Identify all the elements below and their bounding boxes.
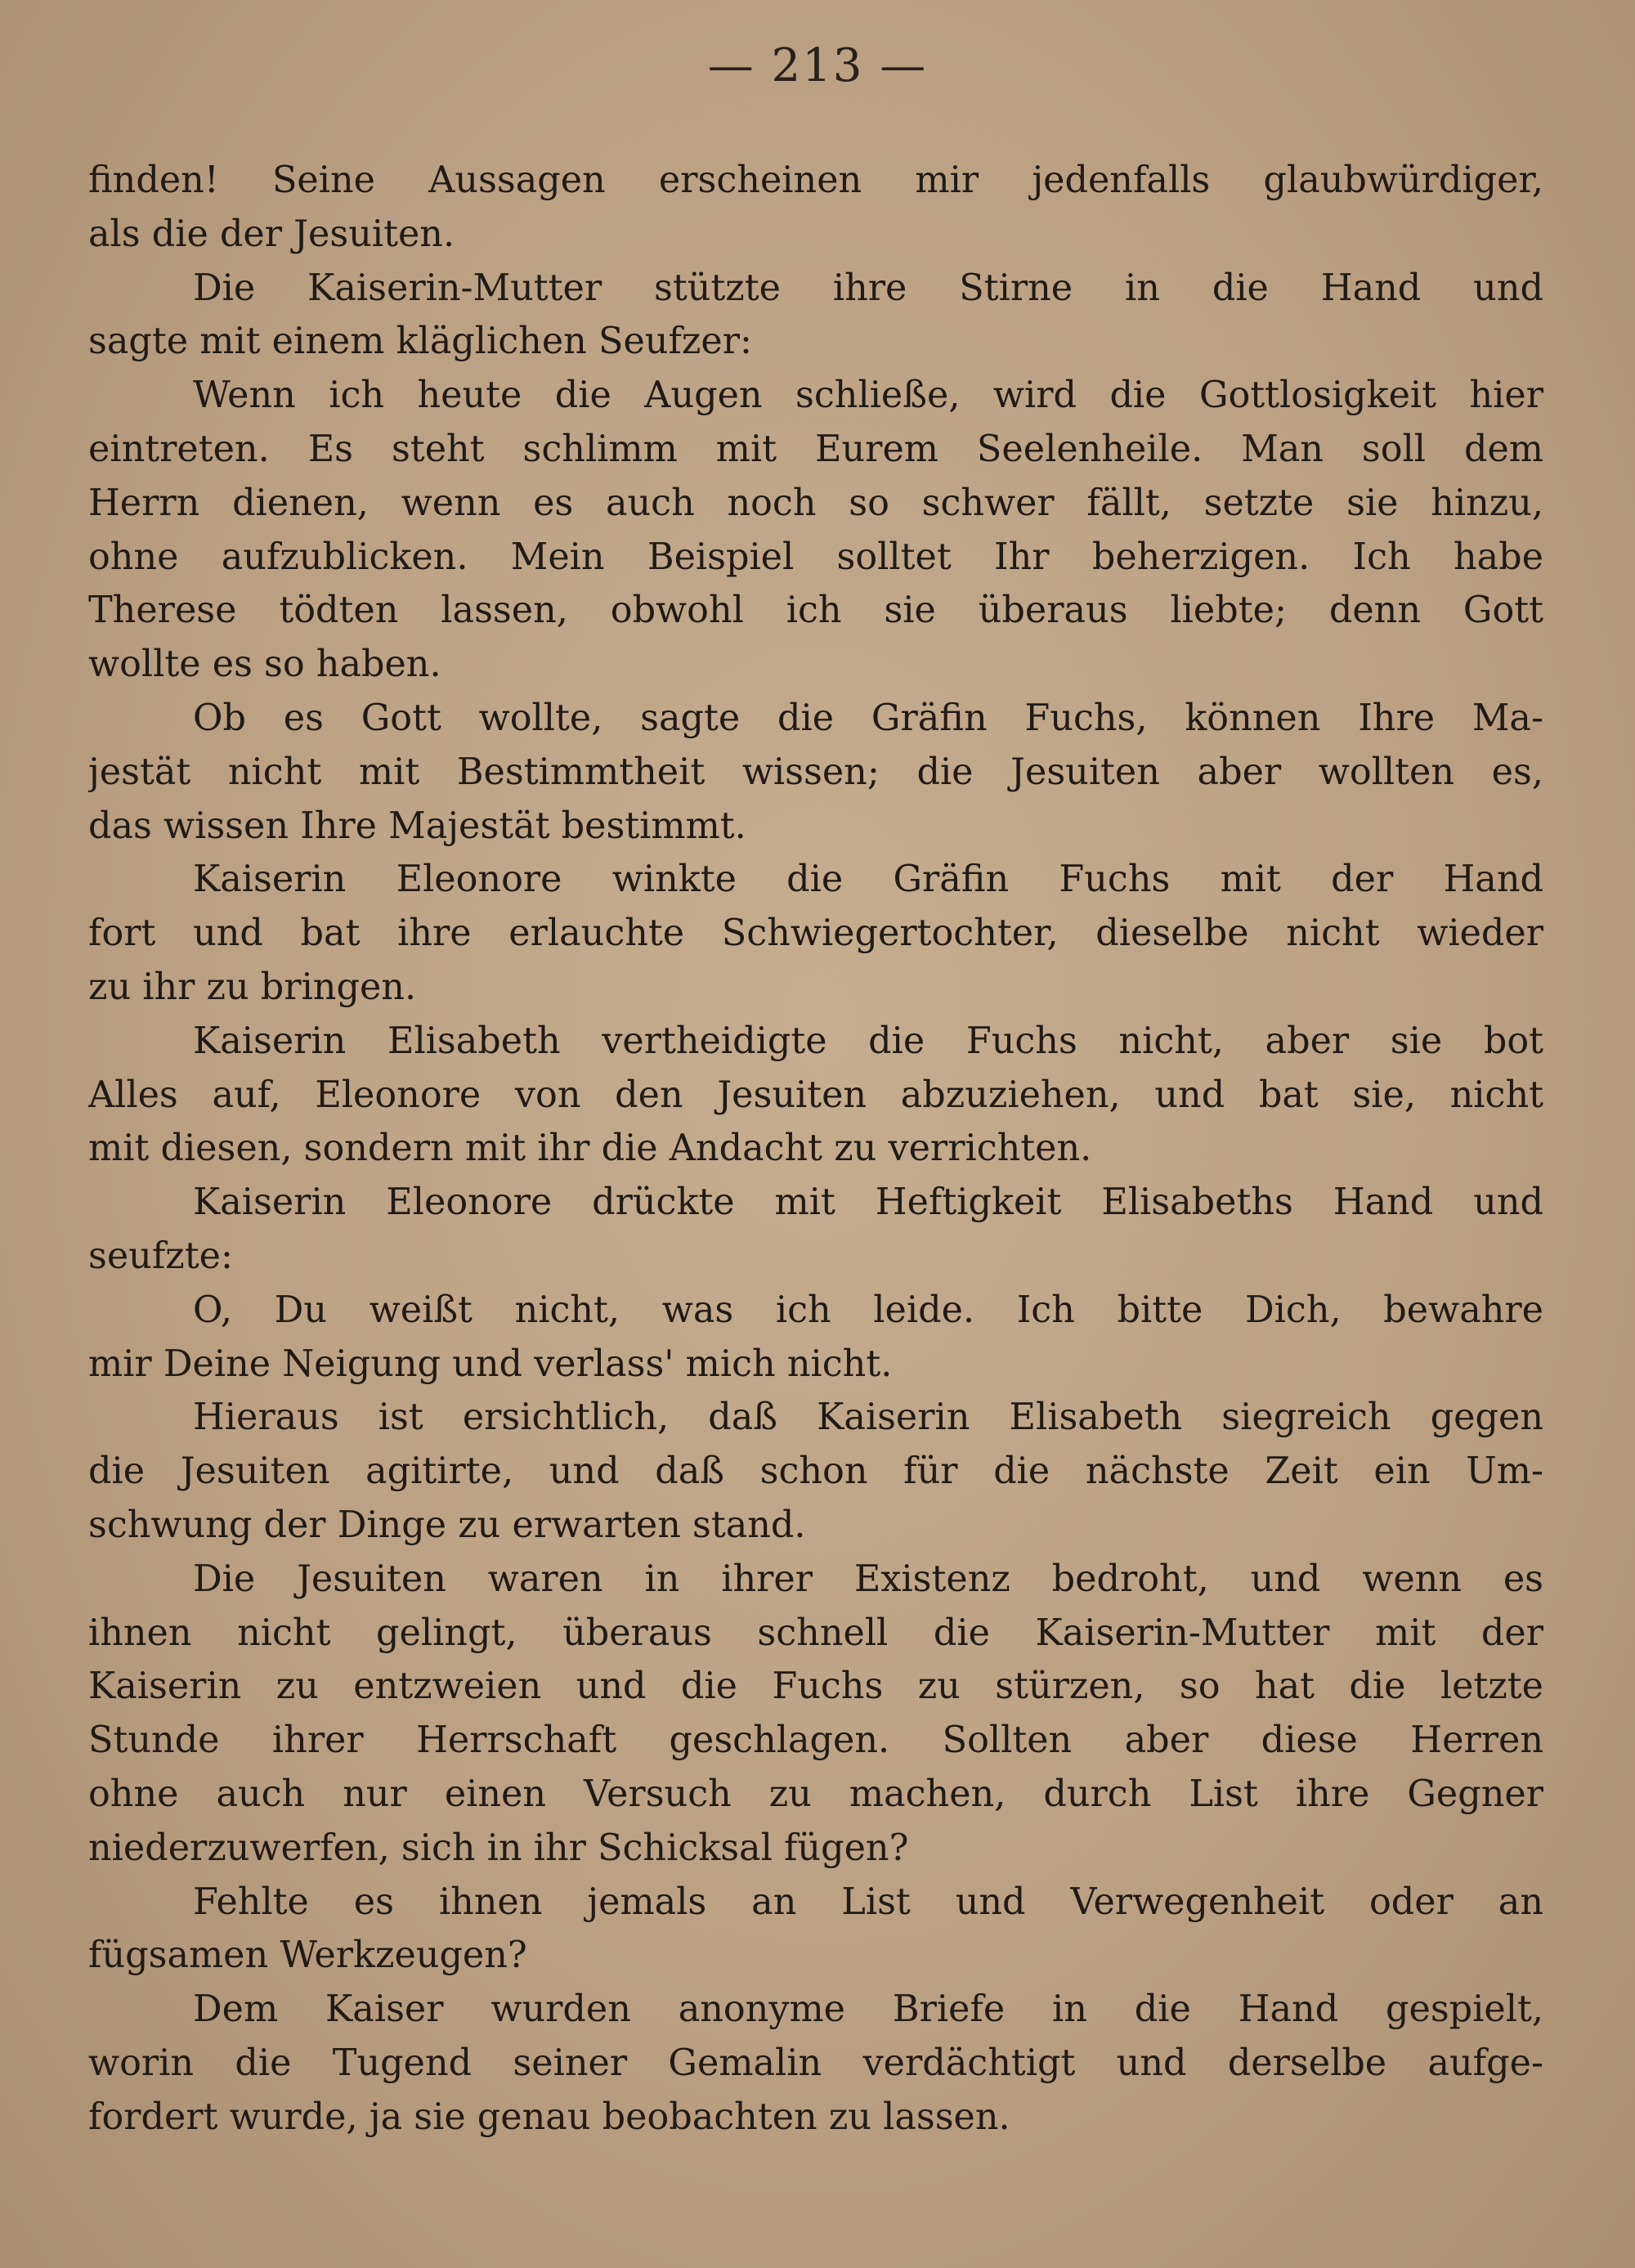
text-line: Kaiserin zu entzweien und die Fuchs zu stürzen, so hat die letzte (88, 1665, 1543, 1708)
text-line: das wissen Ihre Majestät bestimmt. (88, 805, 746, 847)
text-line: mit diesen, sondern mit ihr die Andacht zu verrichten. (88, 1127, 1092, 1170)
text-line: ohne aufzublicken. Mein Beispiel solltet Ihr beherzigen. Ich habe (88, 536, 1543, 578)
text-line: seufzte: (88, 1235, 233, 1277)
text-line: Therese tödten lassen, obwohl ich sie überaus liebte; denn Gott (88, 589, 1543, 632)
text-line: Ob es Gott wollte, sagte die Gräfin Fuchs, können Ihre Ma- (193, 697, 1543, 739)
page-number: — 213 — (707, 39, 928, 92)
text-line: Kaiserin Eleonore drückte mit Heftigkeit Elisabeths Hand und (193, 1181, 1543, 1224)
text-line: schwung der Dinge zu erwarten stand. (88, 1504, 806, 1546)
text-line: Hieraus ist ersichtlich, daß Kaiserin Elisabeth siegreich gegen (193, 1396, 1543, 1439)
text-line: Fehlte es ihnen jemals an List und Verwegenheit oder an (193, 1880, 1543, 1923)
text-line: O, Du weißt nicht, was ich leide. Ich bitte Dich, bewahre (193, 1289, 1543, 1331)
text-line: Die Kaiserin-Mutter stützte ihre Stirne in die Hand und (193, 267, 1543, 309)
text-line: fort und bat ihre erlauchte Schwiegertochter, dieselbe nicht wieder (88, 912, 1543, 955)
text-line: wollte es so haben. (88, 643, 441, 686)
text-line: Die Jesuiten waren in ihrer Existenz bedroht, und wenn es (193, 1558, 1543, 1600)
text-line: worin die Tugend seiner Gemalin verdächtigt und derselbe aufge- (88, 2042, 1543, 2084)
text-line: jestät nicht mit Bestimmtheit wissen; die Jesuiten aber wollten es, (88, 751, 1543, 793)
text-line: Kaiserin Elisabeth vertheidigte die Fuchs nicht, aber sie bot (193, 1020, 1543, 1062)
text-line: Wenn ich heute die Augen schließe, wird die Gottlosigkeit hier (193, 374, 1543, 417)
text-line: die Jesuiten agitirte, und daß schon für die nächste Zeit ein Um- (88, 1450, 1543, 1493)
text-line: als die der Jesuiten. (88, 213, 455, 255)
text-line: niederzuwerfen, sich in ihr Schicksal fügen? (88, 1827, 909, 1869)
text-line: eintreten. Es steht schlimm mit Eurem Seelenheile. Man soll dem (88, 428, 1543, 470)
body-text (88, 154, 1543, 2144)
text-line: fordert wurde, ja sie genau beobachten zu lassen. (88, 2095, 1010, 2138)
text-line: Alles auf, Eleonore von den Jesuiten abzuziehen, und bat sie, nicht (88, 1073, 1543, 1116)
text-line: Herrn dienen, wenn es auch noch so schwer fällt, setzte sie hinzu, (88, 482, 1543, 524)
text-line: finden! Seine Aussagen erscheinen mir jedenfalls glaubwürdiger, (88, 159, 1543, 201)
text-line: mir Deine Neigung und verlass' mich nicht. (88, 1342, 893, 1385)
text-line: Stunde ihrer Herrschaft geschlagen. Sollten aber diese Herren (88, 1719, 1543, 1762)
text-line: ohne auch nur einen Versuch zu machen, durch List ihre Gegner (88, 1773, 1543, 1815)
text-line: Dem Kaiser wurden anonyme Briefe in die Hand gespielt, (193, 1988, 1543, 2031)
text-line: Kaiserin Eleonore winkte die Gräfin Fuchs mit der Hand (193, 858, 1543, 901)
text-line: zu ihr zu bringen. (88, 966, 417, 1008)
text-line: sagte mit einem kläglichen Seufzer: (88, 320, 752, 363)
text-line: ihnen nicht gelingt, überaus schnell die Kaiserin-Mutter mit der (88, 1611, 1543, 1654)
text-line: fügsamen Werkzeugen? (88, 1934, 527, 1977)
